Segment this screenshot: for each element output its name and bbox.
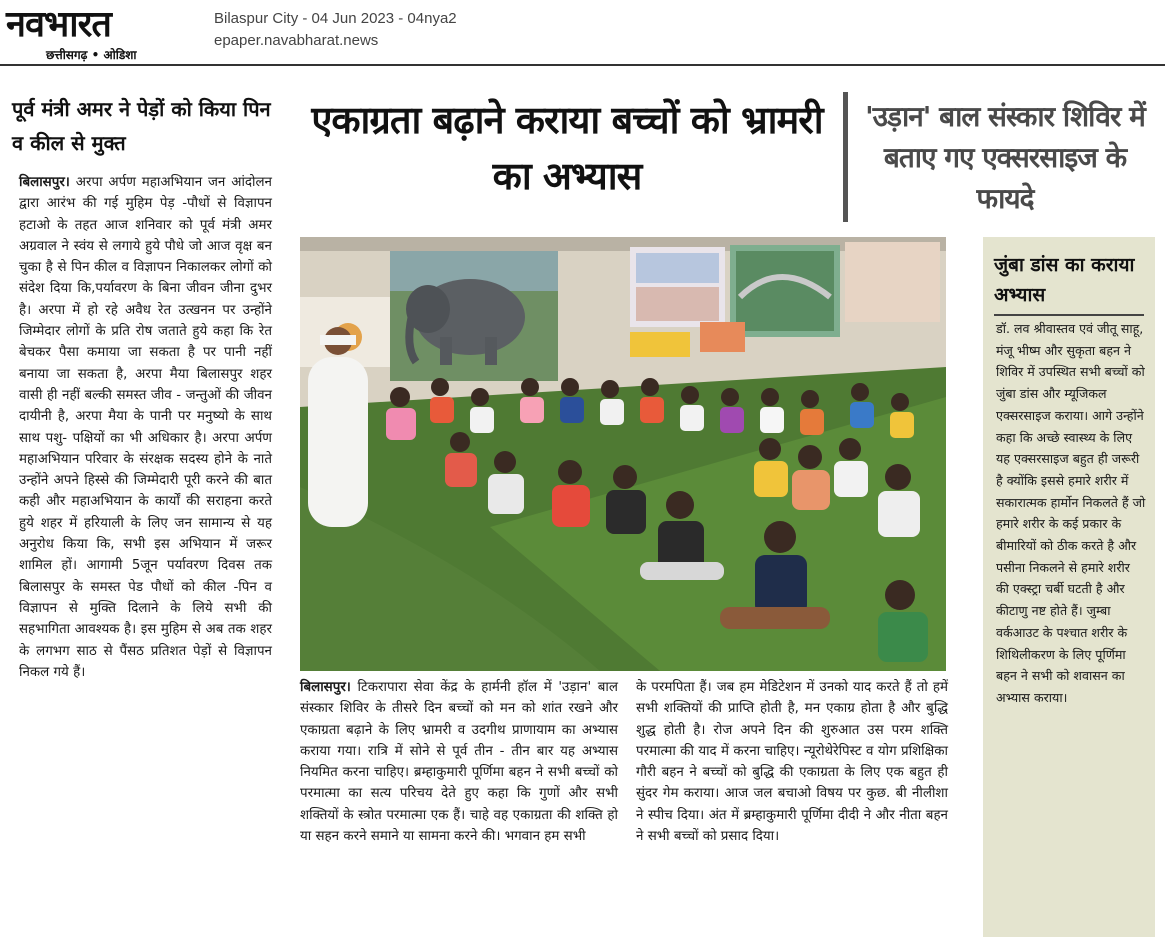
main-headline: एकाग्रता बढ़ाने कराया बच्चों को भ्रामरी का अभ्यास <box>311 98 823 198</box>
news-photo <box>300 237 946 671</box>
left-dateline: बिलासपुर। <box>19 175 70 190</box>
main-story-column-2 <box>636 677 948 847</box>
epaper-url[interactable]: epaper.navabharat.news <box>214 32 379 49</box>
side-headline: 'उड़ान' बाल संस्कार शिविर में बताए गए एक्सरसाइज के फायदे <box>865 100 1145 215</box>
left-story-headline: पूर्व मंत्री अमर ने पेड़ों को किया पिन व कील से मुक्त <box>12 97 271 155</box>
photo-illustration <box>300 237 946 671</box>
left-story-body <box>19 172 272 683</box>
logo-wordmark: नवभारत <box>6 3 111 45</box>
main-story-column-1 <box>300 677 618 847</box>
main-story-text-1: टिकरापारा सेवा केंद्र के हार्मनी हॉल में 'उड़ान' बाल संस्कार शिविर के तीसरे दिन बच्चों को मन को शांत रखने और एकाग्रता बढ़ाने के लिए भ्रामरी व उदगीथ प्राणायाम का अभ्यास कराया गया। रात्रि में सोने से पूर्व तीन - तीन बार यह अभ्यास नियमित करना चाहिए। ब्रम्हाकुमारी पूर्णिमा बहन ने सभी बच्चों को परमात्मा का सत्य परिचय देते हुए कहा कि गुणों और सभी शक्तियों के स्त्रोत परमात्मा एक हैं। चाहे वह एकाग्रता की शक्ति हो या सहन करने समाने या सामना करने की। भगवान हम सभी <box>300 680 618 845</box>
newspaper-logo[interactable] <box>2 4 198 62</box>
sidebar-box-headline: जुंबा डांस का कराया अभ्यास <box>994 254 1135 306</box>
main-story-text-2: के परमपिता हैं। जब हम मेडिटेशन में उनको याद करते हैं तो हमें सभी शक्तियों की प्राप्ति होती है, मन एकाग्र होता है और बुद्धि शुद्ध होती है। रोज अपने दिन की शुरुआत उस परम शक्ति परमात्मा की याद में करना चाहिए। न्यूरोथेरेपिस्ट व योग प्रशिक्षिका गौरी बहन ने बच्चों को बुद्धि की एकाग्रता के लिए एक बहुत ही सुंदर गेम कराया। आज जल बचाओ विषय पर कुछ. बी नीलीशा ने स्पीच दिया। अंत में ब्रम्हाकुमारी पूर्णिमा दीदी ने और नीता बहन ने सभी बच्चों को प्रसाद दिया। <box>636 680 948 845</box>
main-dateline: बिलासपुर। <box>300 680 351 695</box>
left-story-text: अरपा अर्पण महाअभियान जन आंदोलन द्वारा आरंभ की गई मुहिम पेड़ -पौधों से विज्ञापन हटाओ के तहत आज शनिवार को पूर्व मंत्री अमर अग्रवाल ने स्वंय से लगाये हुये पौधे जो आज वृक्ष बन चुका है से पिन कील व विज्ञापन निकालकर लोगों को संदेश दिया कि,पर्यावरण के बिना जीवन जीना दुभर है। अरपा में हो रहे अवैध रेत उत्खनन पर उन्होंने जिम्मेदार लोगों के प्रति रोष जताते हुये कहा कि रेत बेचकर पैसा कमाया जा सकता है पर पानी नहीं बनाया जा सकता है, अरपा मैया बिलासपुर शहर वासी ही नहीं बल्की समस्त जीव - जन्तुओं की जीवन दायीनी है, अरपा मैया के पानी पर मनुष्यो के साथ साथ पशु- पक्षियों का भी अधिकार है। अरपा अर्पण महाअभियान परिवार के संरक्षक सदस्य होने के नाते उन्होंने अपने हिस्से की जिम्मेदारी पूरी करने की बात कही और महाअभियान के कार्यों की सराहना करते हुये शहर में हरियाली के लिए जन सामान्य से यह अनुरोध किया कि, सभी इस अभियान में जरूर शामिल हों। आगामी 5जून पर्यावरण दिवस तक बिलासपुर के समस्त पेड पौधों को कील -पिन व विज्ञापन से मुक्ति दिलाने के लिये सभी की सहभागिता आवश्यक है। इस मुहिम से अब तक शहर के लगभग साठ से पैंसठ प्रतिशत पेड़ों से विज्ञापन निकल गये हैं। <box>19 175 272 680</box>
edition-info: Bilaspur City - 04 Jun 2023 - 04nya2 <box>214 10 457 27</box>
sidebar-box-rule <box>994 314 1144 316</box>
logo-region: छत्तीसगढ़ • ओडिशा <box>46 48 137 62</box>
headline-divider <box>843 92 848 222</box>
sidebar-box-body: डॉ. लव श्रीवास्तव एवं जीतू साहू, मंजू भीष्म और सुकृता बहन ने शिविर में उपस्थित सभी बच्चों को जुंबा डांस और म्यूजिकल एक्सरसाइज कराया। आगे उन्होंने कहा कि अच्छे स्वास्थ्य के लिए यह एक्सरसाइज बहुत ही जरूरी है क्योंकि इससे हमारे शरीर में सकारात्मक हार्मोन निकलते हैं जो हमारे शरीर के कई प्रकार के बीमारियों को ठीक करते है और पसीना निकलने से हमारे शरीर की एक्स्ट्रा चर्बी घटती है और कीटाणु नष्ट होते हैं। जुम्बा वर्कआउट के पश्चात शरीर के शिथिलीकरण के लिए पूर्णिमा बहन ने सभी को शवासन का अभ्यास कराया। <box>996 321 1146 705</box>
